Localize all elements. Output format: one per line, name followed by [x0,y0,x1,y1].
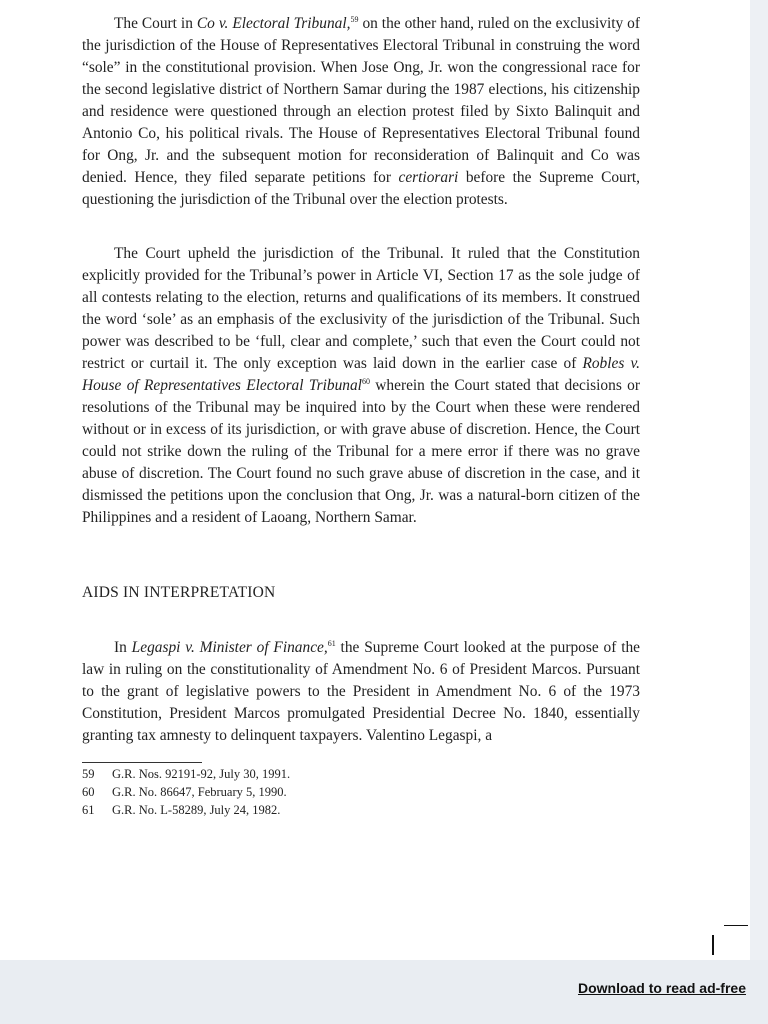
download-bar [10,960,768,1024]
footnote-text: G.R. No. L-58289, July 24, 1982. [112,803,281,817]
footnote-number: 61 [82,803,95,817]
paragraph-text: The Court upheld the jurisdiction of the Tribunal. It ruled that the Constitution explicitly provided for the Tribunal’s power in Article VI, Section 17 as the sole judge of all contests relating to the election, returns and qualifications of its members. It construed the word ‘sole’ as an emphasis of the exclusivity of the jurisdiction of the Tribunal. Such power was described to be ‘full, clear and complete,’ such that even the Court could not restrict or curtail it. The only exception was laid down in the earlier case of [82,245,640,372]
case-name: Legaspi v. Minister of Finance, [131,639,328,656]
section-heading: AIDS IN INTERPRETATION [82,584,276,601]
footnote-item [82,783,290,801]
paragraph-court-upheld [82,243,640,529]
footnote-text: G.R. No. 86647, February 5, 1990. [112,785,287,799]
footnote-ref: 59 [350,14,359,24]
paragraph-co-v-electoral-tribunal [82,13,640,211]
download-ad-free-link[interactable]: Download to read ad-free [577,980,746,996]
paragraph-text: on the other hand, ruled on the exclusivity of the jurisdiction of the House of Representatives Electoral Tribunal in construing the word “sole” in the constitutional provision. When Jose Ong, Jr. won the congressional race for the second legislative district of Northern Samar during the 1987 elections, his citizenship and residence were questioned through an election protest filed by Sixto Balinquit and Antonio Co, his political rivals. The House of Representatives Electoral Tribunal found for Ong, Jr. and the subsequent motion for reconsideration of Balinquit and Co was denied. Hence, they filed separate petitions for [82,15,640,186]
paragraph-text: The Court in [114,15,197,32]
footnote-number: 59 [82,767,95,781]
italic-term: certiorari [398,169,459,186]
paragraph-text: the Supreme Court looked at the purpose of the law in ruling on the constitutionality of Amendment No. 6 of President Marcos. Pursuant to the grant of legislative powers to the President in Amendment No. 6 of the 1973 Constitution, President Marcos promulgated Presidential Decree No. 1840, essentially granting tax amnesty to delinquent taxpayers. Valentino Legaspi, a [82,639,640,744]
footnote-ref: 60 [361,376,370,386]
footnote-item [82,801,290,819]
scrollbar-track[interactable] [750,0,768,960]
footnote-number: 60 [82,785,95,799]
footnote-item [82,765,290,783]
paragraph-legaspi [82,637,640,747]
footnote-ref: 61 [327,638,336,648]
paragraph-text: before the Supreme Court, questioning the jurisdiction of the Tribunal over the election protests. [82,169,640,208]
text-cursor [712,935,714,955]
paragraph-text: wherein the Court stated that decisions or resolutions of the Tribunal may be inquired into by the Court when these were rendered without or in excess of its jurisdiction, or with grave abuse of discretion. Hence, the Court could not strike down the ruling of the Tribunal for a mere error if there was no grave abuse of discretion. The Court found no such grave abuse of discretion in the case, and it dismissed the petitions upon the conclusion that Ong, Jr. was a natural-born citizen of the Philippines and a resident of Laoang, Northern Samar. [82,377,640,526]
case-name: Co v. Electoral Tribunal, [196,15,351,32]
footnote-divider [82,762,202,763]
case-name: Robles v. House of Representatives Electoral Tribunal [82,355,640,394]
paragraph-text: In [114,639,132,656]
footnotes [82,765,290,819]
footnote-text: G.R. Nos. 92191-92, July 30, 1991. [112,767,291,781]
text-cursor-mark [724,925,748,926]
